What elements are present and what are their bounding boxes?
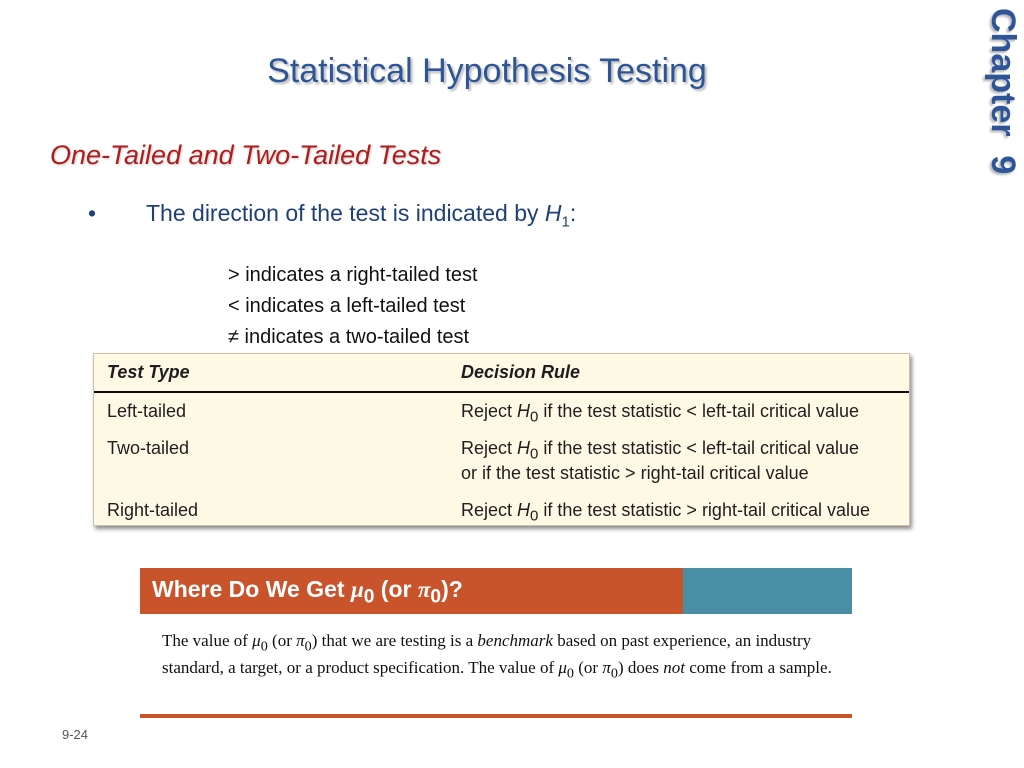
rule-right-tailed: > indicates a right-tailed test xyxy=(228,264,478,286)
row-rule-two-line2: or if the test statistic > right-tail critical value xyxy=(461,463,809,483)
rule-two-tailed: ≠ indicates a two-tailed test xyxy=(228,326,470,348)
row-type-right: Right-tailed xyxy=(107,500,199,520)
callout-title: Where Do We Get $\mu_0$ (or $\pi_0$)? xyxy=(152,576,463,608)
bullet-dot: • xyxy=(88,200,97,226)
rule-left-tailed: < indicates a left-tailed test xyxy=(228,295,466,317)
row-rule-two: Reject $H_0$ if the test statistic < left-tail critical value xyxy=(461,438,859,463)
row-type-two: Two-tailed xyxy=(107,438,190,458)
decision-rule-table xyxy=(93,353,910,526)
header-decision-rule: Decision Rule xyxy=(461,362,581,382)
direction-rules xyxy=(228,260,478,353)
section-subtitle: One-Tailed and Two-Tailed Tests xyxy=(50,140,442,170)
header-divider xyxy=(94,391,909,393)
callout-bottom-rule xyxy=(140,714,852,718)
row-type-left: Left-tailed xyxy=(107,401,187,421)
slide-title: Statistical Hypothesis Testing xyxy=(267,52,707,90)
row-rule-right: Reject $H_0$ if the test statistic > right-tail critical value xyxy=(461,500,870,525)
callout-accent-bar xyxy=(683,568,852,614)
h1-symbol: $H_1$ xyxy=(544,200,570,231)
row-rule-left: Reject $H_0$ if the test statistic < left-tail critical value xyxy=(461,401,859,426)
chapter-label: Chapter 9 xyxy=(984,8,1022,175)
bullet-text: The direction of the test is indicated by $H_1$: xyxy=(146,200,577,231)
callout-body: The value of $\mu_0$ (or $\pi_0$) that we are testing is a benchmark based on past experience, an industry standard, a target, or a product specification. The value of $\mu_0$ (or $\pi_0$) does not come from a sample. xyxy=(162,631,832,682)
header-test-type: Test Type xyxy=(107,362,190,382)
page-number: 9-24 xyxy=(62,727,89,742)
benchmark-callout xyxy=(140,568,852,720)
